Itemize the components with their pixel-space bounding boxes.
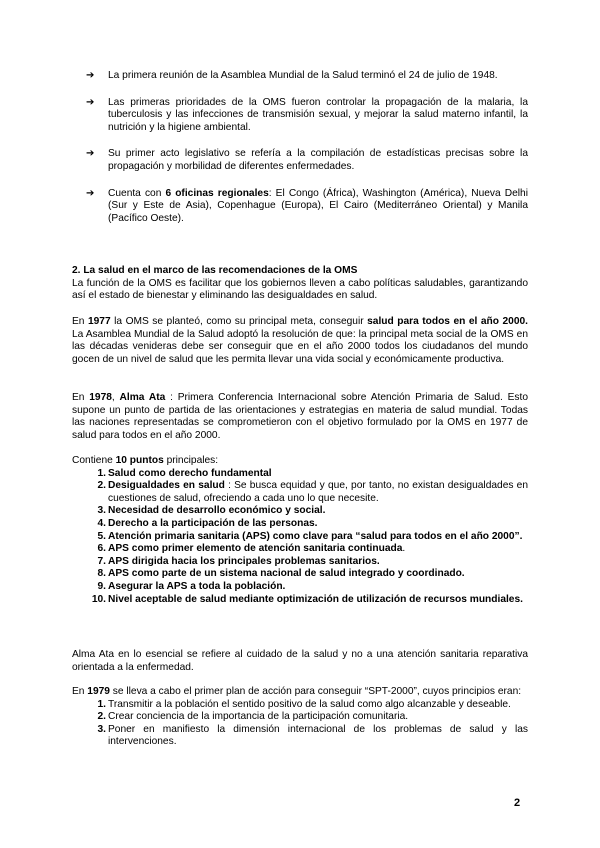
bullet-list bbox=[86, 70, 528, 239]
item-text bbox=[108, 556, 380, 567]
item-text bbox=[108, 568, 465, 579]
item-text: Poner en manifiesto la dimensión internacional de los problemas de salud y las intervenciones. bbox=[108, 723, 528, 748]
item-text bbox=[108, 505, 325, 516]
bold-text: Alma Ata bbox=[119, 392, 166, 403]
item-number: 3. bbox=[97, 505, 106, 517]
arrow-icon: ➔ bbox=[86, 148, 95, 160]
item-number: 2. bbox=[97, 480, 106, 492]
principle-item bbox=[72, 711, 528, 724]
bold-text: 10 puntos bbox=[115, 455, 164, 466]
paragraph-1977 bbox=[72, 316, 528, 366]
bold-text: 1977 bbox=[87, 316, 111, 327]
bold-text: Necesidad de desarrollo económico y social. bbox=[108, 505, 326, 517]
bold-text: 1979 bbox=[87, 686, 110, 697]
text-run: En bbox=[72, 686, 88, 697]
text-run: , bbox=[111, 392, 120, 403]
bold-text: 1978 bbox=[89, 392, 112, 403]
ten-points-item bbox=[72, 543, 528, 556]
item-text: Transmitir a la población el sentido positivo de la salud como algo alcanzable y deseable. bbox=[108, 698, 511, 710]
text-run: En bbox=[72, 316, 88, 327]
text-run: principales: bbox=[163, 455, 219, 466]
bold-text: Asegurar la APS a toda la población. bbox=[108, 580, 286, 592]
item-number: 6. bbox=[97, 543, 106, 555]
text-run: En bbox=[72, 392, 90, 403]
item-text bbox=[108, 594, 523, 605]
item-text bbox=[108, 518, 318, 529]
bold-text: Derecho a la participación de las personas. bbox=[108, 517, 318, 529]
principle-item bbox=[72, 724, 528, 749]
principle-item bbox=[72, 699, 528, 712]
ten-points-intro bbox=[72, 455, 528, 468]
item-text bbox=[108, 543, 405, 554]
text-run: Cuenta con bbox=[108, 187, 166, 199]
ten-points-item bbox=[72, 505, 528, 518]
ten-points-item bbox=[72, 594, 528, 607]
paragraph-1979 bbox=[72, 686, 528, 699]
arrow-icon: ➔ bbox=[86, 187, 95, 199]
bold-text: Nivel aceptable de salud mediante optimización de utilización de recursos mundiales. bbox=[108, 593, 523, 605]
text-run: la OMS se planteó, como su principal meta, conseguir bbox=[110, 316, 368, 327]
text-run: La Asamblea Mundial de la Salud adoptó la resolución de que: la principal meta social de la OMS en las décadas venideras debe ser conseguir que en el año 2000 todos los ciudadanos del mundo gocen de un nivel de salud que les permita llevar una vida social y económicamente productiva. bbox=[72, 328, 528, 365]
item-number: 2. bbox=[97, 711, 106, 723]
arrow-icon: ➔ bbox=[86, 70, 95, 81]
text-run: Las primeras prioridades de la OMS fueron controlar la propagación de la malaria, la tuberculosis y las infecciones de transmisión sexual, y mejorar la salud materno infantil, la nutrición y la higiene ambiental. bbox=[108, 96, 528, 133]
ten-points-item bbox=[72, 581, 528, 594]
item-number: 7. bbox=[97, 555, 106, 567]
text-run: se lleva a cabo el primer plan de acción para conseguir “SPT-2000”, cuyos principios eran: bbox=[109, 686, 522, 697]
bold-text: Atención primaria sanitaria (APS) como clave para “salud para todos en el año 2000”. bbox=[108, 530, 523, 542]
arrow-icon: ➔ bbox=[86, 96, 95, 108]
ten-points-item bbox=[72, 480, 528, 505]
text-run: La primera reunión de la Asamblea Mundial de la Salud terminó el 24 de julio de 1948. bbox=[108, 70, 498, 81]
ten-points-item bbox=[72, 556, 528, 569]
item-number: 4. bbox=[97, 517, 106, 529]
text-run: Su primer acto legislativo se refería a la compilación de estadísticas precisas sobre la propagación y morbilidad de diferentes enfermedades. bbox=[108, 148, 528, 172]
item-number: 1. bbox=[97, 698, 106, 710]
text-run: . bbox=[402, 543, 406, 555]
bold-text: salud para todos en el año 2000. bbox=[367, 316, 528, 327]
bold-text: 6 oficinas regionales bbox=[165, 187, 269, 199]
paragraph-1978 bbox=[72, 392, 528, 442]
item-text bbox=[108, 480, 528, 504]
bullet-item bbox=[86, 70, 528, 83]
ten-points-item bbox=[72, 518, 528, 531]
item-text bbox=[108, 531, 522, 542]
bold-text: Salud como derecho fundamental bbox=[108, 467, 272, 479]
item-number: 5. bbox=[97, 530, 106, 542]
item-number: 10. bbox=[91, 593, 106, 605]
ten-points-item bbox=[72, 531, 528, 544]
bullet-item bbox=[86, 97, 528, 135]
bold-text: APS como parte de un sistema nacional de salud integrado y coordinado. bbox=[108, 568, 465, 580]
ten-points-list bbox=[72, 468, 528, 607]
section-1979 bbox=[72, 686, 528, 749]
bold-text: APS dirigida hacia los principales problemas sanitarios. bbox=[108, 555, 380, 567]
item-number: 3. bbox=[97, 723, 106, 735]
item-text: Crear conciencia de la importancia de la participación comunitaria. bbox=[108, 711, 409, 723]
principles-list bbox=[72, 699, 528, 749]
bold-text: Desigualdades en salud bbox=[108, 480, 225, 492]
ten-points-item bbox=[72, 468, 528, 481]
bullet-item bbox=[86, 148, 528, 173]
section-intro: La función de la OMS es facilitar que los gobiernos lleven a cabo políticas saludables, garantizando así el estado de bienestar y eliminando las desigualdades en salud. bbox=[72, 277, 528, 302]
item-number: 1. bbox=[97, 467, 106, 479]
ten-points-item bbox=[72, 568, 528, 581]
bold-text: APS como primer elemento de atención sanitaria continuada bbox=[108, 543, 403, 555]
text-run: Contiene bbox=[72, 455, 116, 466]
page-number: 2 bbox=[514, 797, 521, 809]
text-run: : Se busca equidad y que, por tanto, no existan desigualdades en cuestiones de salud, ofreciendo a cada uno lo que necesite. bbox=[108, 480, 528, 504]
paragraph-alma-ata: Alma Ata en lo esencial se refiere al cuidado de la salud y no a una atención sanitaria reparativa orientada a la enfermedad. bbox=[72, 649, 528, 673]
item-number: 9. bbox=[97, 580, 106, 592]
section-heading: 2. La salud en el marco de las recomendaciones de la OMS bbox=[72, 265, 358, 276]
section-2 bbox=[72, 265, 528, 303]
item-number: 8. bbox=[97, 568, 106, 580]
bullet-item bbox=[86, 188, 528, 226]
ten-points-section bbox=[72, 455, 528, 606]
text-run: : Primera Conferencia Internacional sobre Atención Primaria de Salud. Esto supone un punto de partida de las orientaciones y estrategias en materia de salud mundial. Todas las naciones representadas se comprometieron con el objetivo formulado por la OMS en 1977 de salud para todos en el año 2000. bbox=[72, 392, 529, 441]
item-text bbox=[108, 581, 285, 592]
text-run: : El Congo (África), Washington (América), Nueva Delhi (Sur y Este de Asia), Copenhague (Europa), El Cairo (Mediterráneo Oriental) y Manila (Pacífico Oeste). bbox=[108, 187, 528, 224]
item-text bbox=[108, 468, 272, 479]
